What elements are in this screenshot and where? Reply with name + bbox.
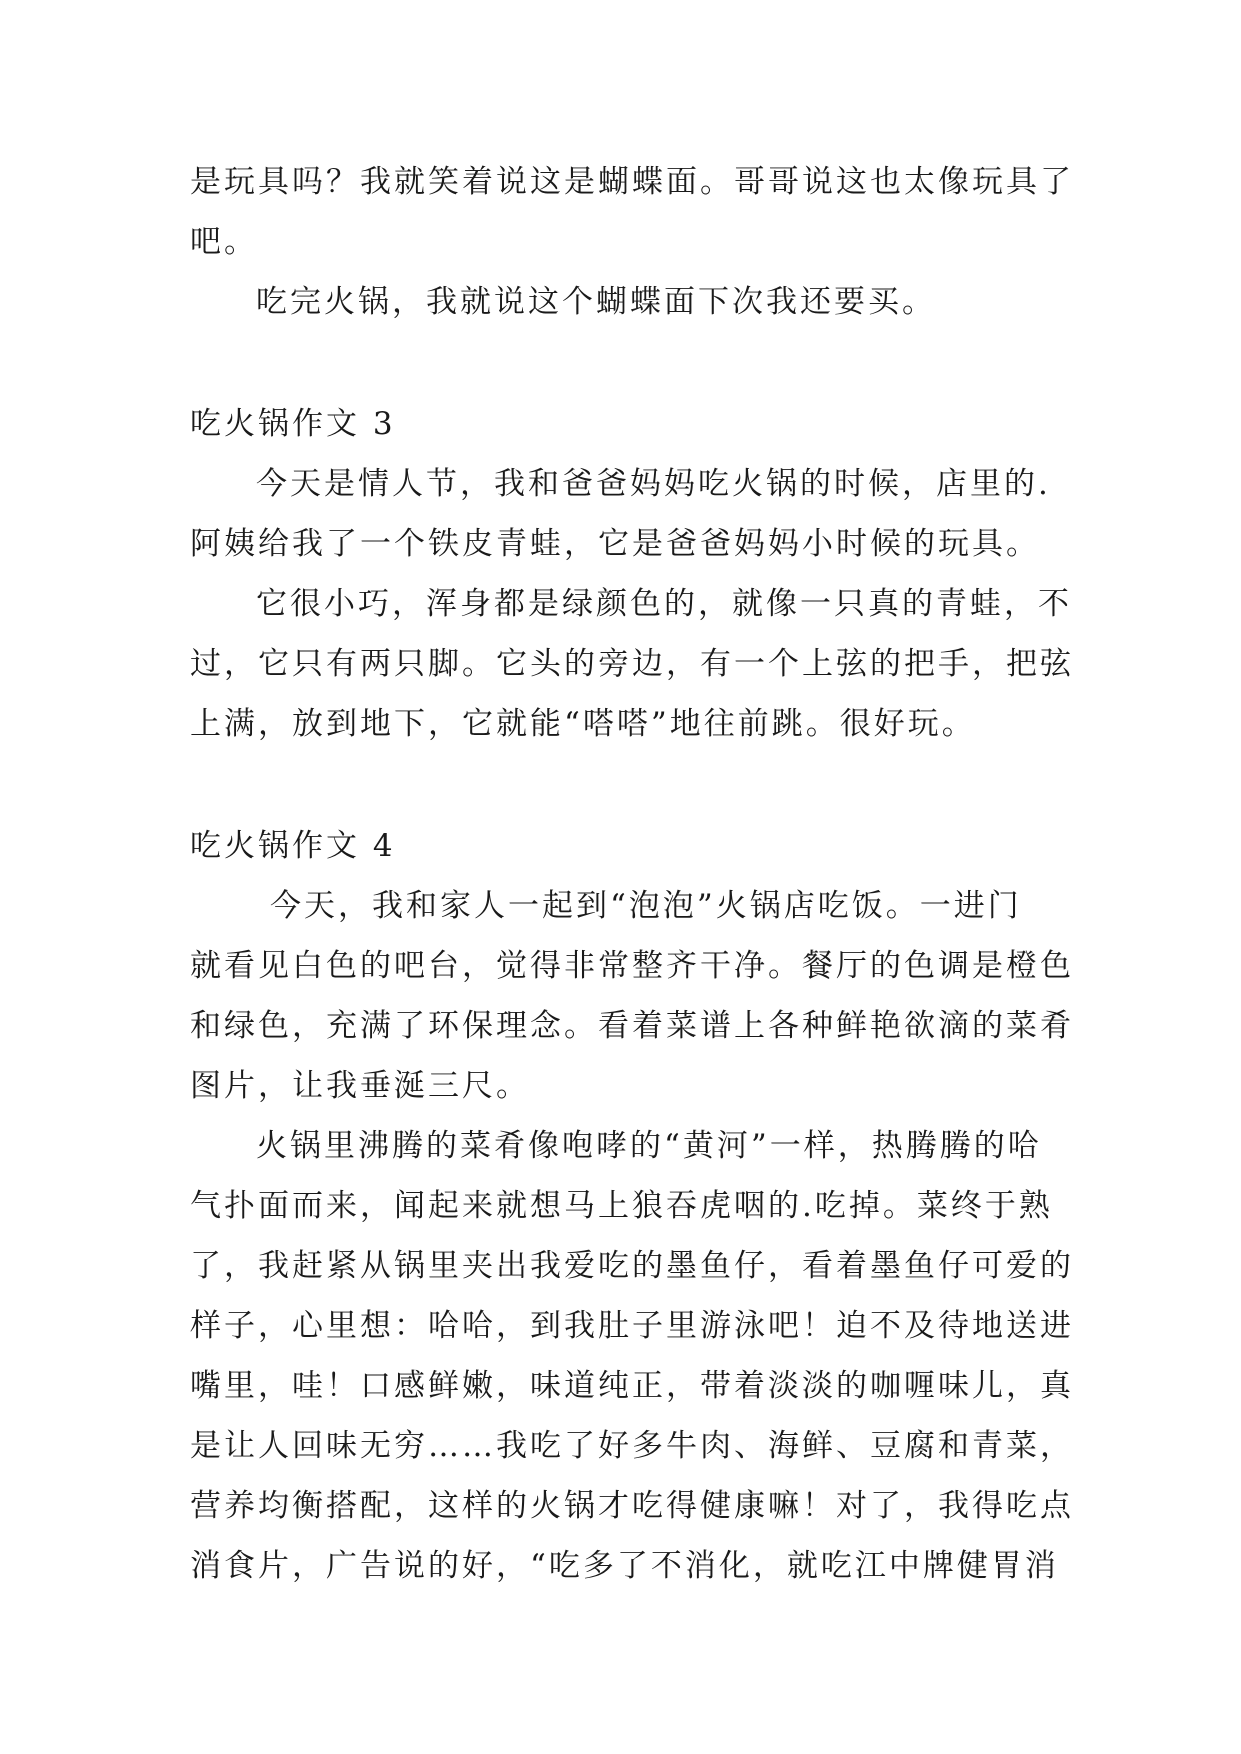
- text-line: 火锅里沸腾的菜肴像咆哮的“黄河”一样，热腾腾的哈: [256, 1128, 1042, 1164]
- text-line: 就看见白色的吧台，觉得非常整齐干净。餐厅的色调是橙色: [190, 948, 1074, 984]
- text-line: 吧。: [190, 224, 258, 260]
- essay-3-title: 吃火锅作文 3: [190, 406, 396, 442]
- text-line: 吃完火锅，我就说这个蝴蝶面下次我还要买。: [256, 284, 936, 320]
- text-line: 和绿色，充满了环保理念。看着菜谱上各种鲜艳欲滴的菜肴: [190, 1008, 1074, 1044]
- text-line: 嘴里，哇！口感鲜嫩，味道纯正，带着淡淡的咖喱味儿，真: [190, 1368, 1074, 1404]
- text-line: 营养均衡搭配，这样的火锅才吃得健康嘛！对了，我得吃点: [190, 1488, 1074, 1524]
- section-gap: [190, 754, 1050, 816]
- text-line: 阿姨给我了一个铁皮青蛙，它是爸爸妈妈小时候的玩具。: [190, 526, 1040, 562]
- text-line: 上满，放到地下，它就能“嗒嗒”地往前跳。很好玩。: [190, 706, 976, 742]
- section-gap: [190, 332, 1050, 394]
- text-line: 是玩具吗？我就笑着说这是蝴蝶面。哥哥说这也太像玩具了: [190, 164, 1074, 200]
- text-line: 了，我赶紧从锅里夹出我爱吃的墨鱼仔，看着墨鱼仔可爱的: [190, 1248, 1074, 1284]
- text-line: 气扑面而来，闻起来就想马上狼吞虎咽的.吃掉。菜终于熟: [190, 1188, 1053, 1224]
- text-line: 过，它只有两只脚。它头的旁边，有一个上弦的把手，把弦: [190, 646, 1074, 682]
- text-line: 消食片，广告说的好，“吃多了不消化，就吃江中牌健胃消: [190, 1548, 1059, 1584]
- text-line: 今天是情人节，我和爸爸妈妈吃火锅的时候，店里的.: [256, 466, 1051, 502]
- text-line: 是让人回味无穷……我吃了好多牛肉、海鲜、豆腐和青菜，: [190, 1428, 1074, 1464]
- text-line: 图片，让我垂涎三尺。: [190, 1068, 530, 1104]
- document-body: [190, 152, 1074, 1596]
- text-line: 今天，我和家人一起到“泡泡”火锅店吃饭。一进门: [270, 888, 1022, 924]
- text-line: 样子，心里想：哈哈，到我肚子里游泳吧！迫不及待地送进: [190, 1308, 1074, 1344]
- essay-4-title: 吃火锅作文 4: [190, 828, 396, 864]
- text-line: 它很小巧，浑身都是绿颜色的，就像一只真的青蛙，不: [256, 586, 1072, 622]
